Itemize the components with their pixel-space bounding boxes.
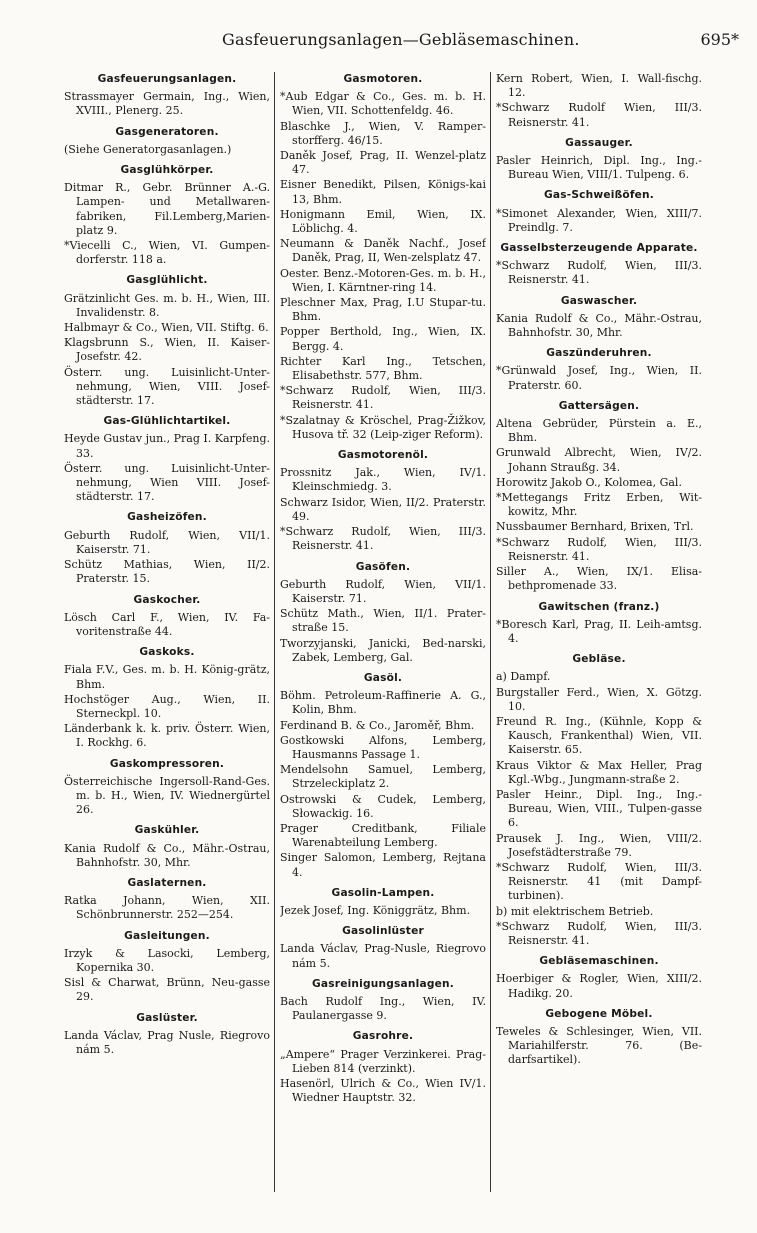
- directory-entry: Tworzyjanski, Janicki, Bed-narski, Zabek, Lemberg, Gal.: [280, 636, 486, 664]
- category-heading: Gasleitungen.: [124, 929, 210, 942]
- directory-entry: Schwarz Isidor, Wien, II/2. Praterstr. 49.: [280, 495, 486, 523]
- column-2: [280, 72, 486, 1222]
- directory-entry: Grunwald Albrecht, Wien, IV/2. Johann Straußg. 34.: [496, 446, 702, 474]
- directory-entry: *Schwarz Rudolf, Wien, III/3. Reisnerstr. 41.: [280, 384, 486, 412]
- category-heading: Gebläsemaschinen.: [539, 955, 659, 968]
- directory-entry: *Grünwald Josef, Ing., Wien, II. Praterstr. 60.: [496, 364, 702, 392]
- directory-entry: Pasler Heinrich, Dipl. Ing., Ing.-Bureau Wien, VIII/1. Tulpeng. 6.: [496, 154, 702, 182]
- directory-entry: Klagsbrunn S., Wien, II. Kaiser-Josefstr. 42.: [64, 336, 270, 364]
- directory-entry: Irzyk & Lasocki, Lemberg, Kopernika 30.: [64, 946, 270, 974]
- column-divider: [490, 72, 491, 1192]
- category-heading: Gasgeneratoren.: [115, 125, 219, 138]
- page-header: [0, 0, 757, 62]
- directory-entry: Singer Salomon, Lemberg, Rejtana 4.: [280, 851, 486, 879]
- directory-entry: Jezek Josef, Ing. Königgrätz, Bhm.: [280, 903, 471, 917]
- directory-entry: Kraus Viktor & Max Heller, Prag Kgl.-Wbg., Jungmann-straße 2.: [496, 758, 702, 786]
- category-heading: Gebläse.: [572, 653, 626, 666]
- category-heading: Gaskompressoren.: [109, 757, 225, 770]
- directory-entry: Horowitz Jakob O., Kolomea, Gal.: [496, 475, 682, 489]
- directory-entry: Halbmayr & Co., Wien, VII. Stiftg. 6.: [64, 321, 269, 335]
- directory-entry: *Aub Edgar & Co., Ges. m. b. H. Wien, VII. Schottenfeldg. 46.: [280, 90, 486, 118]
- category-heading: Gattersägen.: [558, 399, 640, 412]
- directory-entry: Kania Rudolf & Co., Mähr.-Ostrau, Bahnhofstr. 30, Mhr.: [64, 841, 270, 869]
- directory-columns: [64, 72, 724, 1222]
- category-heading: Gasfeuerungsanlagen.: [97, 73, 237, 85]
- directory-entry: Kern Robert, Wien, I. Wall-fischg. 12.: [496, 72, 702, 100]
- directory-entry: Mendelsohn Samuel, Lemberg, Strzeleckiplatz 2.: [280, 763, 486, 791]
- directory-entry: Schütz Mathias, Wien, II/2. Praterstr. 15.: [64, 558, 270, 586]
- page-number: 695*: [700, 30, 739, 49]
- directory-entry: Lösch Carl F., Wien, IV. Fa-voritenstraße 44.: [64, 610, 270, 638]
- category-heading: Gasöfen.: [355, 560, 411, 573]
- directory-entry: Altena Gebrüder, Pürstein a. E., Bhm.: [496, 417, 702, 445]
- directory-entry: Oester. Benz.-Motoren-Ges. m. b. H., Wien, I. Kärntner-ring 14.: [280, 266, 486, 294]
- category-heading: Gaslaternen.: [127, 876, 207, 889]
- page-title: Gasfeuerungsanlagen—Gebläsemaschinen.: [222, 30, 580, 49]
- directory-entry: Geburth Rudolf, Wien, VII/1. Kaiserstr. 71.: [64, 528, 270, 556]
- directory-entry: Gostkowski Alfons, Lemberg, Hausmanns Passage 1.: [280, 733, 486, 761]
- category-heading: Gassauger.: [565, 136, 633, 149]
- directory-entry: *Simonet Alexander, Wien, XIII/7. Preindlg. 7.: [496, 206, 702, 234]
- directory-entry: Heyde Gustav jun., Prag I. Karpfeng. 33.: [64, 432, 270, 460]
- category-heading: Gasolinlüster: [342, 925, 424, 938]
- directory-entry: Richter Karl Ing., Tetschen, Elisabethstr. 577, Bhm.: [280, 354, 486, 383]
- category-heading: Gasselbsterzeugende Apparate.: [500, 242, 698, 255]
- category-heading: Gasmotoren.: [343, 73, 423, 85]
- directory-entry: Popper Berthold, Ing., Wien, IX. Bergg. 4.: [280, 325, 486, 353]
- directory-entry: Hochstöger Aug., Wien, II. Sterneckpl. 10.: [64, 692, 270, 720]
- directory-entry: Ferdinand B. & Co., Jaroměř, Bhm.: [280, 718, 475, 732]
- directory-entry: Grätzinlicht Ges. m. b. H., Wien, III. Invalidenstr. 8.: [64, 291, 270, 319]
- category-heading: Gaswascher.: [560, 294, 638, 307]
- directory-entry: „Ampere“ Prager Verzinkerei. Prag-Lieben 814 (verzinkt).: [280, 1047, 486, 1075]
- directory-entry: Landa Václav, Prag Nusle, Riegrovo nám 5.: [64, 1028, 270, 1056]
- directory-entry: Österreichische Ingersoll-Rand-Ges. m. b. H., Wien, IV. Wiednergürtel 26.: [64, 774, 270, 817]
- directory-entry: Geburth Rudolf, Wien, VII/1. Kaiserstr. 71.: [280, 577, 486, 605]
- category-heading: Gasglühlicht.: [126, 274, 208, 287]
- directory-entry: Ditmar R., Gebr. Brünner A.-G. Lampen- und Metallwaren-fabriken, Fil.Lemberg,Marien-platz 9.: [64, 181, 270, 237]
- directory-entry: Hasenörl, Ulrich & Co., Wien IV/1. Wiedner Hauptstr. 32.: [280, 1077, 486, 1105]
- category-heading: Gaskoks.: [139, 646, 195, 659]
- directory-entry: Freund R. Ing., (Kühnle, Kopp & Kausch, Frankenthal) Wien, VII. Kaiserstr. 65.: [496, 714, 702, 757]
- category-heading: Gaszünderuhren.: [546, 347, 652, 360]
- directory-entry: *Schwarz Rudolf, Wien, III/3. Reisnerstr. 41.: [496, 259, 702, 287]
- directory-entry: *Schwarz Rudolf Wien, III/3. Reisnerstr. 41.: [496, 101, 702, 129]
- category-heading: Gasmotorenöl.: [337, 449, 429, 462]
- directory-entry: Böhm. Petroleum-Raffinerie A. G., Kolin, Bhm.: [280, 689, 486, 717]
- directory-entry: Landa Václav, Prag-Nusle, Riegrovo nám 5.: [280, 942, 486, 970]
- directory-entry: *Schwarz Rudolf, Wien, III/3. Reisnerstr. 41.: [496, 919, 702, 947]
- directory-entry: Pasler Heinr., Dipl. Ing., Ing.-Bureau, Wien, VIII., Tulpen-gasse 6.: [496, 787, 702, 830]
- directory-entry: a) Dampf.: [496, 670, 551, 684]
- category-heading: Gawitschen (franz.): [538, 600, 660, 613]
- directory-entry: Teweles & Schlesinger, Wien, VII. Mariahilferstr. 76. (Be-darfsartikel).: [496, 1024, 702, 1067]
- directory-entry: Burgstaller Ferd., Wien, X. Götzg. 10.: [496, 685, 702, 713]
- category-heading: Gaskühler.: [134, 824, 200, 837]
- directory-entry: Hoerbiger & Rogler, Wien, XIII/2. Hadikg. 20.: [496, 972, 702, 1000]
- column-divider: [274, 72, 275, 1192]
- category-heading: Gasheizöfen.: [127, 511, 207, 524]
- directory-entry: *Schwarz Rudolf, Wien, III/3. Reisnerstr. 41.: [496, 535, 702, 563]
- category-heading: Gebogene Möbel.: [545, 1007, 653, 1020]
- category-heading: Gasreinigungsanlagen.: [312, 977, 454, 990]
- directory-entry: Österr. ung. Luisinlicht-Unter-nehmung, Wien VIII. Josef-städterstr. 17.: [64, 461, 270, 504]
- directory-entry: Eisner Benedikt, Pilsen, Königs-kai 13, Bhm.: [280, 178, 486, 206]
- category-heading: Gaslüster.: [136, 1011, 198, 1024]
- directory-entry: b) mit elektrischem Betrieb.: [496, 904, 654, 918]
- directory-entry: (Siehe Generatorgasanlagen.): [64, 142, 232, 156]
- directory-entry: Prausek J. Ing., Wien, VIII/2. Josefstädterstraße 79.: [496, 831, 702, 859]
- category-heading: Gasrohre.: [352, 1030, 414, 1043]
- category-heading: Gasglühkörper.: [120, 164, 214, 177]
- column-1: [64, 72, 270, 1222]
- directory-entry: Honigmann Emil, Wien, IX. Löblichg. 4.: [280, 207, 486, 236]
- directory-entry: Bach Rudolf Ing., Wien, IV. Paulanergasse 9.: [280, 994, 486, 1023]
- directory-entry: Ratka Johann, Wien, XII. Schönbrunnerstr. 252—254.: [64, 894, 270, 922]
- directory-entry: Siller A., Wien, IX/1. Elisa-bethpromenade 33.: [496, 565, 702, 593]
- category-heading: Gas-Schweißöfen.: [543, 189, 655, 202]
- directory-entry: Daněk Josef, Prag, II. Wenzel-platz 47.: [280, 149, 486, 177]
- directory-entry: Sisl & Charwat, Brünn, Neu-gasse 29.: [64, 976, 270, 1004]
- directory-entry: *Schwarz Rudolf, Wien, III/3. Reisnerstr. 41 (mit Dampf-turbinen).: [496, 860, 702, 903]
- directory-entry: Neumann & Daněk Nachf., Josef Daněk, Prag, II, Wen-zelsplatz 47.: [280, 237, 486, 265]
- directory-entry: Österr. ung. Luisinlicht-Unter-nehmung, Wien, VIII. Josef-städterstr. 17.: [64, 365, 270, 408]
- category-heading: Gaskocher.: [133, 593, 201, 606]
- category-heading: Gasöl.: [363, 671, 403, 684]
- directory-entry: *Schwarz Rudolf, Wien, III/3. Reisnerstr. 41.: [280, 525, 486, 553]
- category-heading: Gas-Glühlichtartikel.: [103, 415, 231, 428]
- directory-entry: Prossnitz Jak., Wien, IV/1. Kleinschmiedg. 3.: [280, 466, 486, 494]
- directory-entry: *Boresch Karl, Prag, II. Leih-amtsg. 4.: [496, 617, 702, 645]
- directory-entry: *Viecelli C., Wien, VI. Gumpen-dorferstr. 118 a.: [64, 239, 270, 267]
- directory-entry: Kania Rudolf & Co., Mähr.-Ostrau, Bahnhofstr. 30, Mhr.: [496, 311, 702, 340]
- directory-entry: Ostrowski & Cudek, Lemberg, Słowackig. 16.: [280, 792, 486, 820]
- directory-entry: Pleschner Max, Prag, I.U Stupar-tu. Bhm.: [280, 296, 486, 324]
- category-heading: Gasolin-Lampen.: [331, 886, 435, 899]
- directory-entry: *Szalatnay & Kröschel, Prag-Žižkov, Husova tř. 32 (Leip-ziger Reform).: [280, 413, 486, 441]
- directory-entry: Fiala F.V., Ges. m. b. H. König-grätz, Bhm.: [64, 663, 270, 691]
- directory-entry: Prager Creditbank, Filiale Warenabteilung Lemberg.: [280, 821, 486, 850]
- directory-entry: Strassmayer Germain, Ing., Wien, XVIII., Plenerg. 25.: [64, 90, 270, 118]
- directory-entry: Nussbaumer Bernhard, Brixen, Trl.: [496, 520, 694, 534]
- column-3: [496, 72, 702, 1222]
- directory-entry: Schütz Math., Wien, II/1. Prater-straße 15.: [280, 607, 486, 635]
- directory-entry: Blaschke J., Wien, V. Ramper-storfferg. 46/15.: [280, 119, 486, 147]
- directory-entry: *Mettegangs Fritz Erben, Wit-kowitz, Mhr.: [496, 491, 702, 519]
- directory-entry: Länderbank k. k. priv. Österr. Wien, I. Rockhg. 6.: [64, 722, 270, 750]
